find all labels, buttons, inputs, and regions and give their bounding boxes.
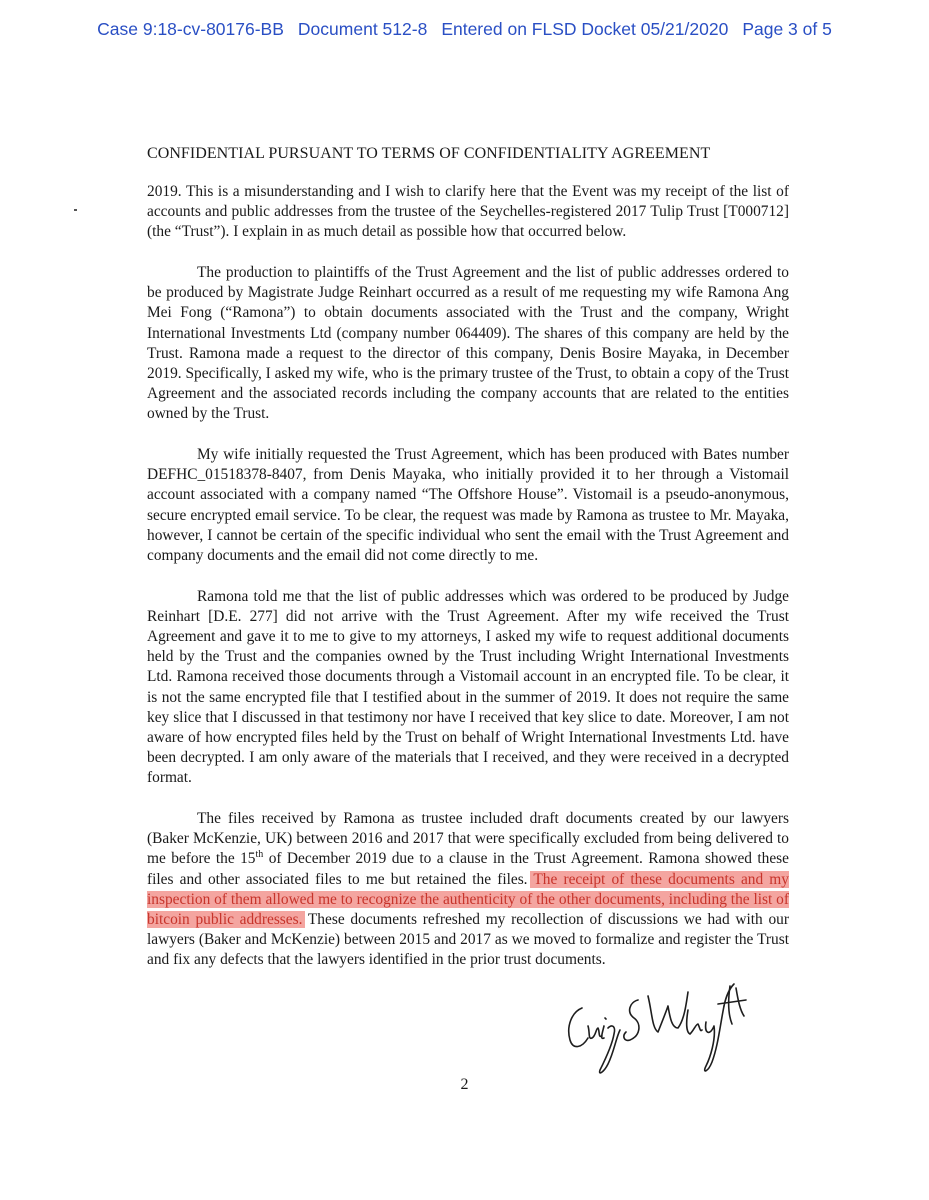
declaration-body xyxy=(147,182,789,991)
docket-case-number: Case 9:18-cv-80176-BB xyxy=(97,19,284,39)
handwritten-signature xyxy=(560,966,750,1081)
paragraph-1: 2019. This is a misunderstanding and I wish to clarify here that the Event was my receipt of the list of accounts and public addresses from the trustee of the Seychelles-registered 2017 Tulip Trust [T000712] (the “Trust”). I explain in as much detail as possible how that occurred below. xyxy=(147,183,789,241)
paragraph-5 xyxy=(147,809,789,971)
paragraph-3: My wife initially requested the Trust Agreement, which has been produced with Bates number DEFHC_01518378-8407, from Denis Mayaka, who initially provided it to her through a Vistomail account associated with a company named “The Offshore House”. Vistomail is a pseudo-anonymous, secure encrypted email service. To be clear, the request was made by Ramona as trustee to Mr. Mayaka, however, I cannot be certain of the specific individual who sent the email with the Trust Agreement and company documents and the email did not come directly to me. xyxy=(147,446,789,565)
docket-header xyxy=(0,19,929,40)
paragraph-5-part-3: These documents refreshed my recollection of discussions we had with our lawyers (Baker and McKenzie) between 2015 and 2017 as we moved to formalize and register the Trust and fix any defects that the lawyers identified in the prior trust documents. xyxy=(147,911,789,969)
paragraph-2: The production to plaintiffs of the Trust Agreement and the list of public addresses ordered to be produced by Magistrate Judge Reinhart occurred as a result of me requesting my wife Ramona Ang Mei Fong (“Ramona”) to obtain documents associated with the Trust and the company, Wright International Investments Ltd (company number 064409). The shares of this company are held by the Trust. Ramona made a request to the director of this company, Denis Bosire Mayaka, in December 2019. Specifically, I asked my wife, who is the primary trustee of the Trust, to obtain a copy of the Trust Agreement and the associated records including the company accounts that are related to the entities owned by the Trust. xyxy=(147,264,789,423)
confidentiality-heading: CONFIDENTIAL PURSUANT TO TERMS OF CONFIDENTIALITY AGREEMENT xyxy=(147,145,711,162)
ordinal-superscript: th xyxy=(255,849,264,861)
paragraph-5-part-1: The files received by Ramona as trustee included draft documents created by our lawyers (Baker McKenzie, UK) between 2016 and 2017 that were specifically excluded from being delivered to me before the 15 xyxy=(147,810,789,868)
scan-artifact-mark xyxy=(74,209,77,211)
docket-entry-date: Entered on FLSD Docket 05/21/2020 xyxy=(441,19,729,39)
page-number: 2 xyxy=(460,1076,469,1093)
docket-document-number: Document 512-8 xyxy=(297,19,428,39)
docket-page-count: Page 3 of 5 xyxy=(742,19,832,39)
paragraph-5-part-2: of December 2019 due to a clause in the Trust Agreement. Ramona showed these files and other associated files to me but retained the files. xyxy=(147,850,789,888)
highlighted-passage: The receipt of these documents and my inspection of them allowed me to recognize the authenticity of the other documents, including the list of bitcoin public addresses. xyxy=(147,870,789,929)
paragraph-4: Ramona told me that the list of public addresses which was ordered to be produced by Judge Reinhart [D.E. 277] did not arrive with the Trust Agreement. After my wife received the Trust Agreement and gave it to me to give to my attorneys, I asked my wife to request additional documents held by the Trust and the companies owned by the Trust including Wright International Investments Ltd. Ramona received those documents through a Vistomail account in an encrypted file. To be clear, it is not the same encrypted file that I testified about in the summer of 2019. It does not require the same key slice that I discussed in that testimony nor have I received that key slice to date. Moreover, I am not aware of how encrypted files held by the Trust on behalf of Wright International Investments Ltd. have been decrypted. I am only aware of the materials that I received, and they were received in a decrypted format. xyxy=(147,587,789,787)
